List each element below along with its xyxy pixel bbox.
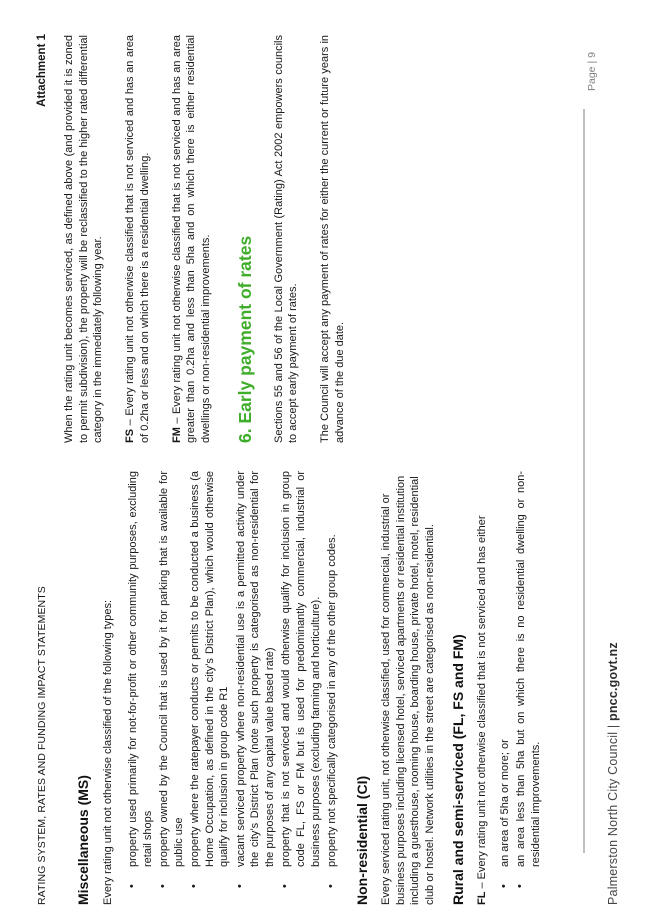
bullet-item: • vacant serviced property where non-residential use is a permitted activity under the city’s District Plan (note such property is categorised as non-residential for the purposes of any capital value based rate) — [234, 471, 278, 867]
miscellaneous-intro: Every rating unit not otherwise classified of the following types: — [102, 599, 115, 905]
bullet-item: • an area of 5ha or more; or — [498, 471, 513, 867]
fs-definition-text: – Every rating unit not otherwise classified that is not serviced and has an area of 0.2ha or less and on which there is a residential dwelling. — [124, 35, 151, 443]
rural-heading: Rural and semi-serviced (FL, FS and FM) — [449, 634, 466, 905]
bullet-item: • property owned by the Council that is used by it for parking that is available for public use — [157, 471, 186, 867]
fs-definition — [123, 35, 152, 443]
bullet-item: • property used primarily for not-for-profit or other community purposes, excluding retail shops — [126, 471, 155, 867]
miscellaneous-heading: Miscellaneous (MS) — [75, 775, 91, 905]
bullet-item: • property not specifically categorised in any of the other group codes. — [325, 471, 340, 867]
right-column — [58, 35, 545, 443]
fl-definition-text: – Every rating unit not otherwise classified that is not serviced and has either — [476, 515, 489, 892]
footer-council-name: Palmerston North City Council | — [606, 720, 620, 905]
miscellaneous-bullet-list — [126, 471, 340, 905]
fm-definition — [170, 35, 214, 443]
bullet-item: • an area less than 5ha but on which there is no residential dwelling or non-residential improvements. — [514, 471, 543, 867]
bullet-item: • property that is not serviced and would otherwise qualify for inclusion in group code FL, FS or FM but is used for predominantly commercial, industrial or business purposes (excluding farming and horticulture). — [279, 471, 323, 867]
non-residential-heading: Non-residential (CI) — [353, 775, 370, 905]
page-number: Page | 9 — [586, 52, 598, 91]
fl-code: FL — [476, 891, 489, 905]
non-residential-body: Every serviced rating unit, not otherwise classified, used for commercial, industrial or business purposes including licensed hotel, serviced apartments or residential institution including a guesthouse, rooming house, boarding house, private hotel, motel, residential club or hostel. Network utilities in the street are categorised as non-residential. — [379, 475, 437, 905]
fl-bullet-list — [498, 471, 544, 905]
footer-divider — [583, 109, 585, 853]
fm-definition-text: – Every rating unit not otherwise classified that is not serviced and has an area greater than 0.2ha and less than 5ha and on which there is either residential dwellings or non-residential improvements. — [170, 35, 213, 443]
footer-text — [606, 642, 620, 905]
early-payment-heading: 6. Early payment of rates — [234, 235, 255, 443]
document-title: RATING SYSTEM, RATES AND FUNDING IMPACT STATEMENTS — [36, 586, 48, 905]
fm-code: FM — [170, 427, 183, 443]
page-header — [36, 34, 48, 905]
reclassification-note: When the rating unit becomes serviced, as defined above (and provided it is zoned to permit subdivision), the property will be reclassified to the higher rated differential category in the immediately following year. — [63, 35, 105, 443]
left-column — [58, 471, 545, 905]
fl-definition — [475, 471, 490, 905]
footer-website: pncc.govt.nz — [606, 642, 620, 721]
early-payment-para2: The Council will accept any payment of rates for either the current or future years in advance of the due date. — [319, 35, 346, 443]
attachment-label: Attachment 1 — [36, 34, 48, 107]
early-payment-para1: Sections 55 and 56 of the Local Government (Rating) Act 2002 empowers councils to accept early payment of rates. — [272, 35, 300, 443]
fs-code: FS — [124, 428, 137, 443]
bullet-item: • property where the ratepayer conducts or permits to be conducted a business (a Home Occupation, as defined in the city’s District Plan), which would otherwise qualify for inclusion in group code R1 — [188, 471, 232, 867]
content-columns — [58, 35, 545, 905]
